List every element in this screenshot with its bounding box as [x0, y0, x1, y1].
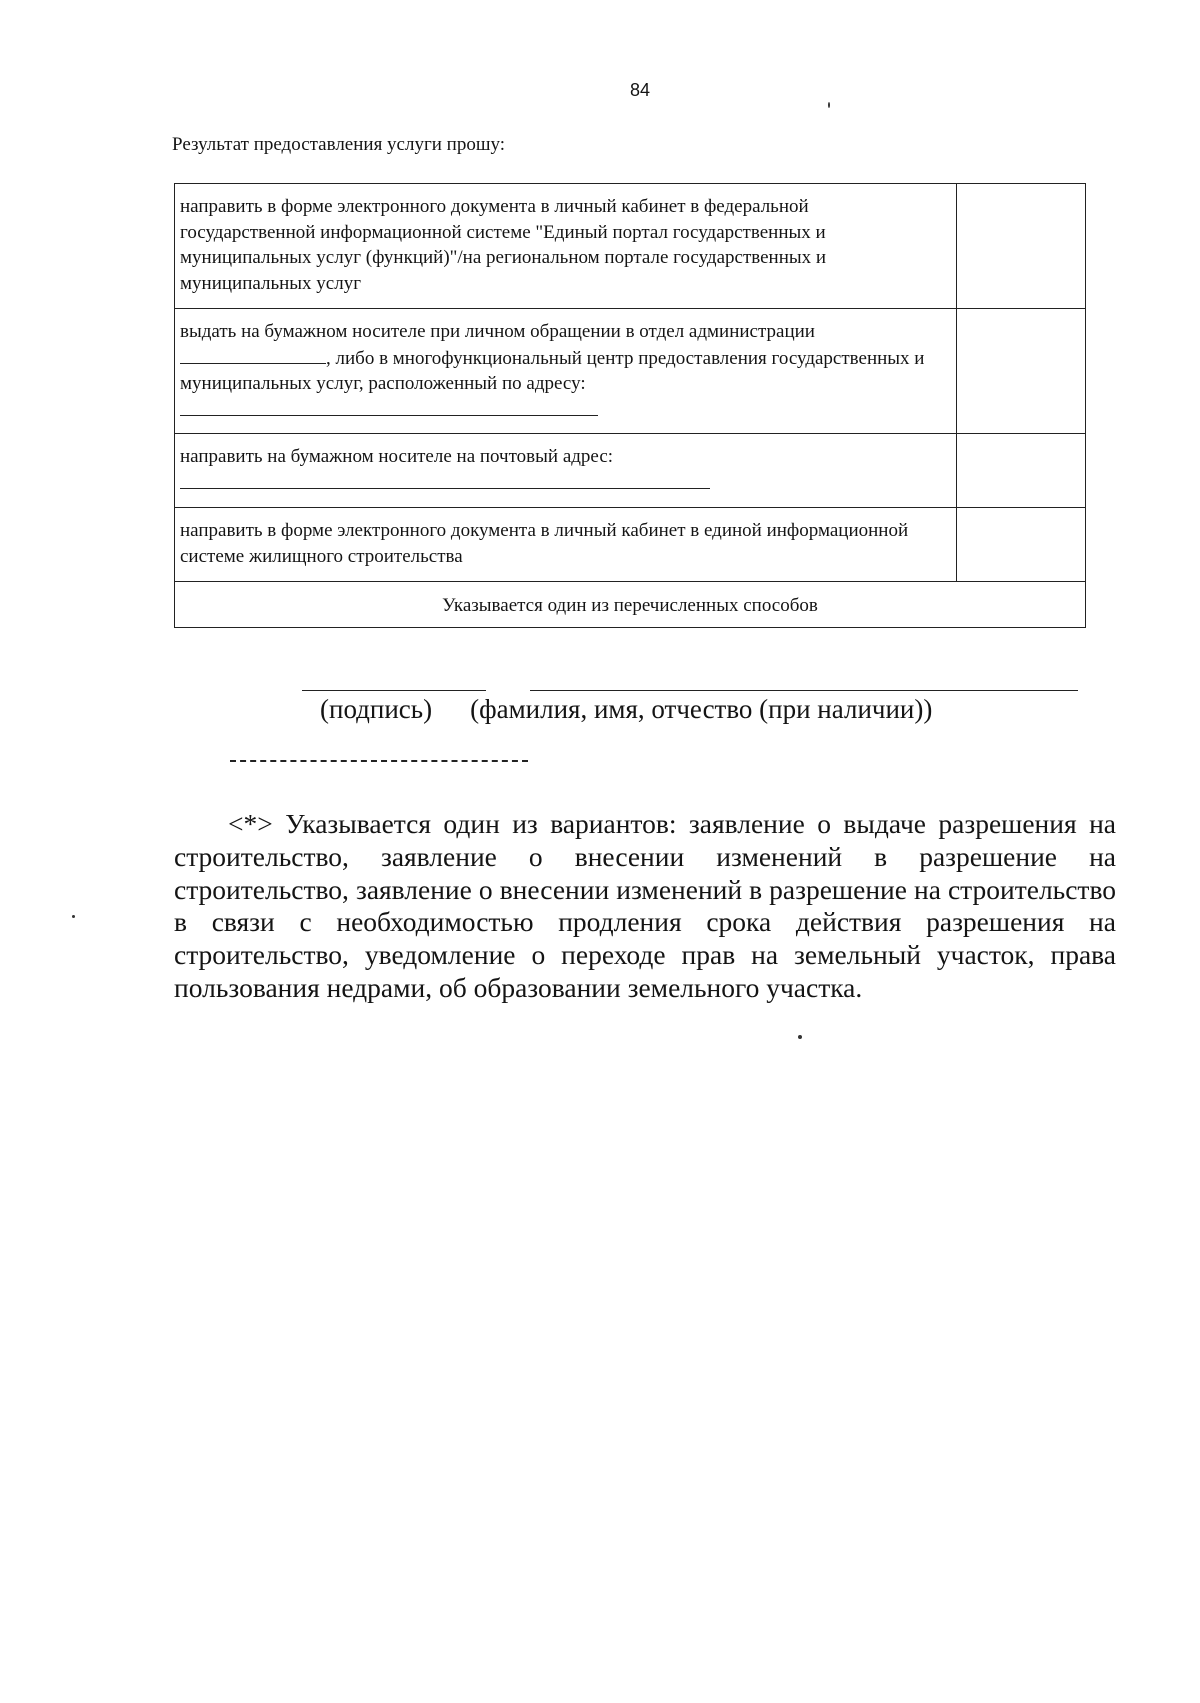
address-blank-field[interactable]: [180, 397, 598, 416]
option-checkbox-cell[interactable]: [957, 508, 1086, 582]
option-row: [175, 309, 1086, 434]
option-text: направить в форме электронного документа в личный кабинет в единой информационной системе жилищного строительства: [175, 508, 957, 582]
option-checkbox-cell[interactable]: [957, 434, 1086, 508]
option-checkbox-cell[interactable]: [957, 309, 1086, 434]
scan-speck: [72, 915, 75, 918]
signature-captions: [320, 694, 932, 725]
scan-speck: [828, 102, 830, 108]
full-name-caption: (фамилия, имя, отчество (при наличии)): [470, 694, 933, 724]
option-checkbox-cell[interactable]: [957, 184, 1086, 309]
result-request-heading: Результат предоставления услуги прошу:: [172, 134, 506, 155]
option-row: [175, 434, 1086, 508]
note-text: Указывается один из перечисленных способов: [175, 582, 1086, 628]
option-text-part: выдать на бумажном носителе при личном обращении в отдел администрации: [180, 321, 815, 342]
option-text: [175, 309, 957, 434]
option-row: [175, 184, 1086, 309]
signature-line[interactable]: [302, 690, 486, 691]
delivery-options-table: [174, 183, 1086, 628]
full-name-line[interactable]: [530, 690, 1078, 691]
scan-speck: [798, 1035, 802, 1039]
signature-caption: (подпись): [320, 694, 433, 724]
postal-address-blank-field[interactable]: [180, 470, 710, 489]
page-number: 84: [629, 80, 651, 100]
option-row: [175, 508, 1086, 582]
department-blank-field[interactable]: [180, 345, 326, 364]
footnote: <*> Указывается один из вариантов: заявление о выдаче разрешения на строительство, заявление о внесении изменений в разрешение на строительство, заявление о внесении изменений в разрешение на строительство в связи с необходимостью продления срока действия разрешения на строительство, уведомление о переходе прав на земельный участок, права пользования недрами, об образовании земельного участка.: [174, 808, 1116, 1003]
footnote-separator: [230, 760, 528, 762]
option-text: направить в форме электронного документа в личный кабинет в федеральной государственной информационной системе "Единый портал государственных и муниципальных услуг (функций)"/на региональном портале государственных и муниципальных услуг: [175, 184, 957, 309]
option-text: [175, 434, 957, 508]
option-text-part: направить на бумажном носителе на почтовый адрес:: [180, 446, 614, 467]
note-row: [175, 582, 1086, 628]
option-text-part: , либо в многофункциональный центр предоставления государственных и муниципальных услуг, расположенный по адресу:: [180, 347, 925, 394]
